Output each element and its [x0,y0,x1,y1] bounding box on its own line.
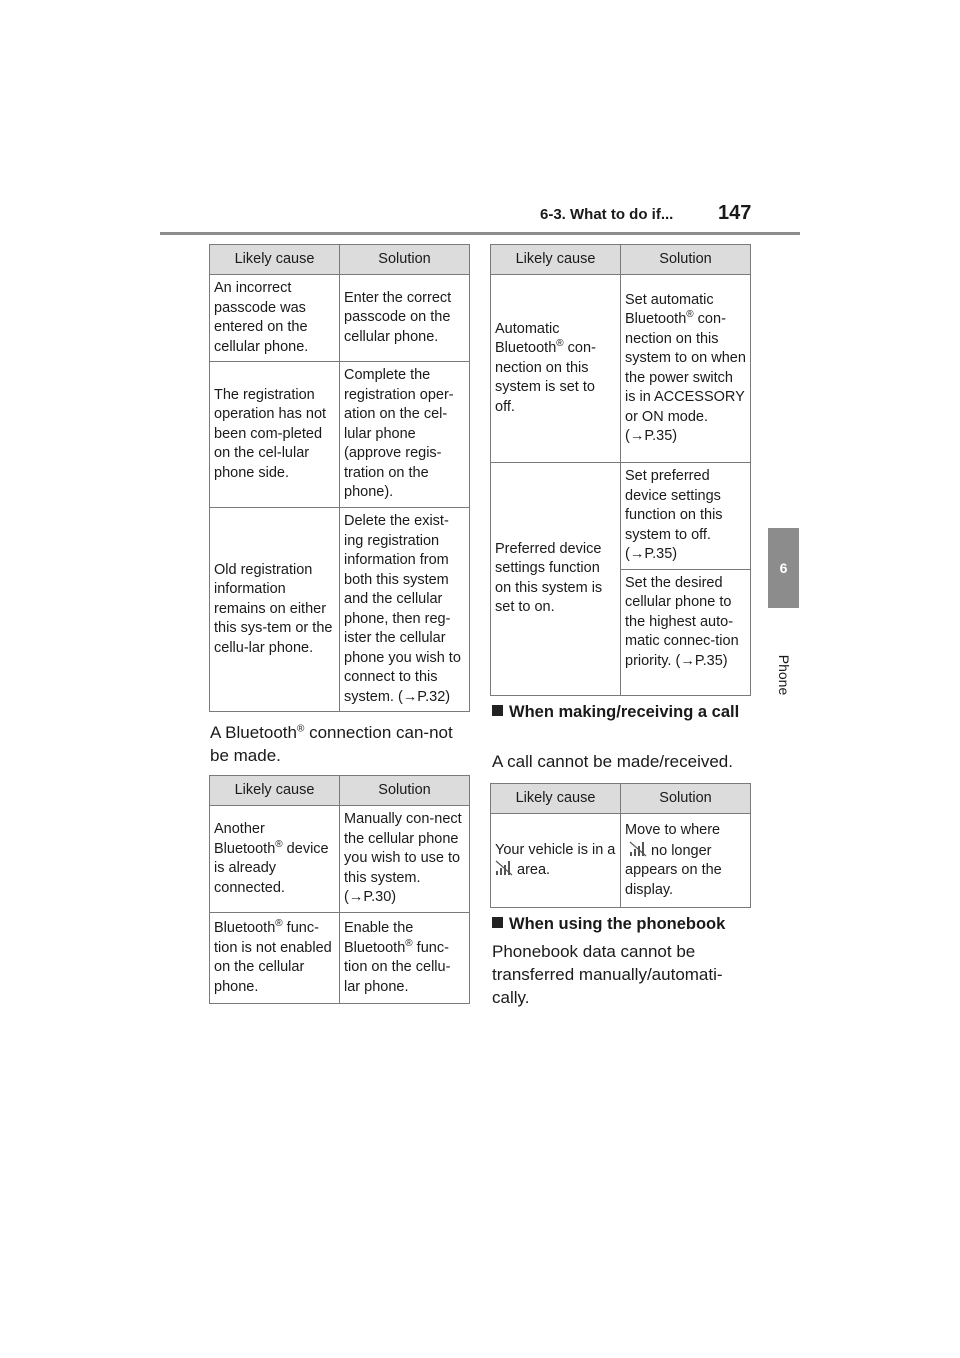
header-divider [160,232,800,235]
table-cell-cause: Another Bluetooth® device is already connected. [210,806,340,913]
call-section-text: A call cannot be made/received. [492,752,733,771]
column-header-cause: Likely cause [210,245,340,275]
table-cell-solution: Set preferred device settings function on this system to off. (→P.35) [621,463,751,570]
page-number: 147 [718,202,752,224]
registration-cause-table [209,244,470,712]
phonebook-section-heading: When using the phonebook [492,913,752,935]
no-signal-icon [495,860,513,876]
chapter-label: Phone [776,654,792,696]
bullet-square-icon [492,705,503,716]
column-header-solution: Solution [621,784,751,814]
table-cell-cause: Automatic Bluetooth® con-nection on this system is set to off. [491,275,621,463]
table-cell-solution: Move to where no longer appears on the display. [621,814,751,908]
table-cell-solution: Delete the exist-ing registration information from both this system and the cellular phone, then reg-ister the cellular phone you wish to connect to this system. (→P.32) [340,508,470,712]
table-cell-solution: Enable the Bluetooth® func-tion on the cellu-lar phone. [340,913,470,1004]
table-cell-solution: Set automatic Bluetooth® con-nection on this system to on when the power switch is in ACCESSORY or ON mode. (→P.35) [621,275,751,463]
column-header-solution: Solution [340,245,470,275]
column-header-cause: Likely cause [491,784,621,814]
column-header-solution: Solution [621,245,751,275]
column-header-cause: Likely cause [491,245,621,275]
chapter-tab: 6 [768,528,799,608]
section-title: 6-3. What to do if... [540,206,674,223]
bullet-square-icon [492,917,503,928]
no-signal-icon [629,841,647,857]
table-cell-cause: Your vehicle is in a area. [491,814,621,908]
table-cell-cause: An incorrect passcode was entered on the cellular phone. [210,275,340,362]
call-cause-table [490,783,751,908]
bluetooth-cause-table [209,775,470,1004]
phonebook-section-text: Phonebook data cannot be transferred manually/automati-cally. [492,942,723,1007]
column-header-cause: Likely cause [210,776,340,806]
table-cell-cause: Bluetooth® func-tion is not enabled on the cellular phone. [210,913,340,1004]
table-cell-cause: The registration operation has not been com-pleted on the cel-lular phone side. [210,362,340,508]
column-header-solution: Solution [340,776,470,806]
table-cell-solution: Manually con-nect the cellular phone you wish to use to this system. (→P.30) [340,806,470,913]
bluetooth-connection-intro: A Bluetooth® connection can-not be made. [210,723,453,765]
call-section-heading: When making/receiving a call [492,701,752,723]
table-cell-solution: Enter the correct passcode on the cellular phone. [340,275,470,362]
auto-connection-cause-table [490,244,751,696]
registered-mark: ® [296,723,305,735]
table-cell-solution: Set the desired cellular phone to the highest auto-matic connec-tion priority. (→P.35) [621,569,751,695]
table-cell-cause: Old registration information remains on either this sys-tem or the cellu-lar phone. [210,508,340,712]
table-cell-cause: Preferred device settings function on this system is set to on. [491,463,621,696]
table-cell-solution: Complete the registration oper-ation on the cel-lular phone (approve regis-tration on the phone). [340,362,470,508]
